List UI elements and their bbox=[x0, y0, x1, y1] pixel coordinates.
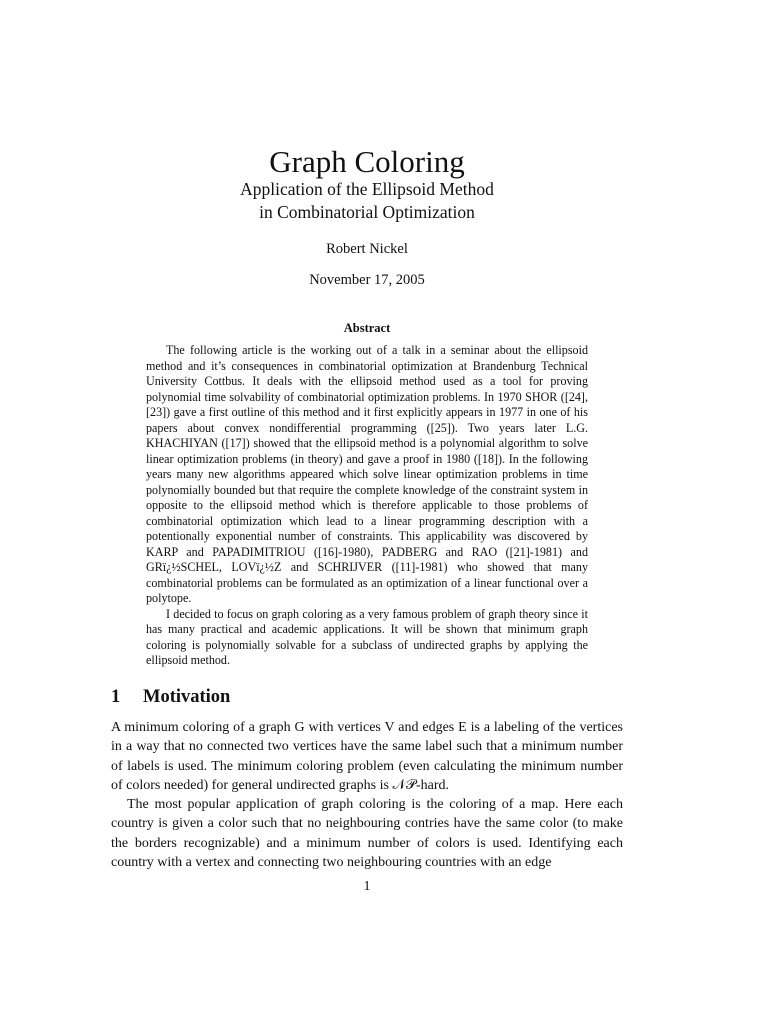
section-number: 1 bbox=[111, 687, 121, 707]
paper-title: Graph Coloring bbox=[269, 144, 465, 179]
section-heading bbox=[111, 685, 230, 709]
subtitle-line-1: Application of the Ellipsoid Method bbox=[240, 179, 494, 199]
body-paragraph: The most popular application of graph coloring is the coloring of a map. Here each country is given a color such that no neighbouring contries have the same color (to make the borders recognizable) and a minimum number of colors is used. Identifying each country with a vertex and connecting two neighbouring countries with an edge bbox=[111, 797, 623, 871]
paper-subtitle bbox=[0, 178, 734, 224]
abstract-paragraph: The following article is the working out of a talk in a seminar about the ellipsoid method and it’s consequences in combinatorial optimization at Brandenburg Technical University Cottbus. It deals with the ellipsoid method used as a tool for proving polynomial time solvability of combinatorial optimization problems. In 1970 SHOR ([24],[23]) gave a first outline of this method and it first explicitly appears in 1977 in one of his papers about convex nondifferential programming ([25]). Two years later L.G. KHACHIYAN ([17]) showed that the ellipsoid method is a polynomial algorithm to solve linear optimization problems (in theory) and gave a proof in 1980 ([18]). In the following years many new algorithms appeared which solve linear optimization problems in time polynomially bounded but that require the complete knowledge of the constraint system in opposite to the ellipsoid method which is therefore applicable to those problems of combinatorial optimization which lead to a linear programming description with a potentionally exponential number of constraints. This applicability was discovered by KARP and PAPADIMITRIOU ([16]-1980), PADBERG and RAO ([21]-1981) and GRï¿½SCHEL, LOVï¿½Z and SCHRIJVER ([11]-1981) who showed that many combinatorial problems can be formulated as an optimization of a linear functional over a polytope. bbox=[146, 343, 588, 605]
abstract-paragraph: I decided to focus on graph coloring as a very famous problem of graph theory since it has many practical and academic applications. It will be shown that minimum graph coloring is polynomially solvable for a subclass of undirected graphs by applying the ellipsoid method. bbox=[146, 606, 588, 667]
abstract-body bbox=[146, 343, 588, 669]
section-body bbox=[111, 718, 623, 872]
publication-date: November 17, 2005 bbox=[309, 272, 425, 288]
subtitle-line-2: in Combinatorial Optimization bbox=[259, 202, 475, 222]
author-name: Robert Nickel bbox=[326, 241, 408, 257]
section-title: Motivation bbox=[143, 687, 231, 707]
body-paragraph: A minimum coloring of a graph G with vertices V and edges E is a labeling of the vertices in a way that no connected two vertices have the same label such that a minimum number of labels is used. The minimum coloring problem (even calculating the minimum number of colors needed) for general undirected graphs is 𝒩𝒫-hard. bbox=[111, 720, 623, 793]
abstract-heading: Abstract bbox=[343, 321, 391, 335]
page-number: 1 bbox=[363, 879, 371, 894]
